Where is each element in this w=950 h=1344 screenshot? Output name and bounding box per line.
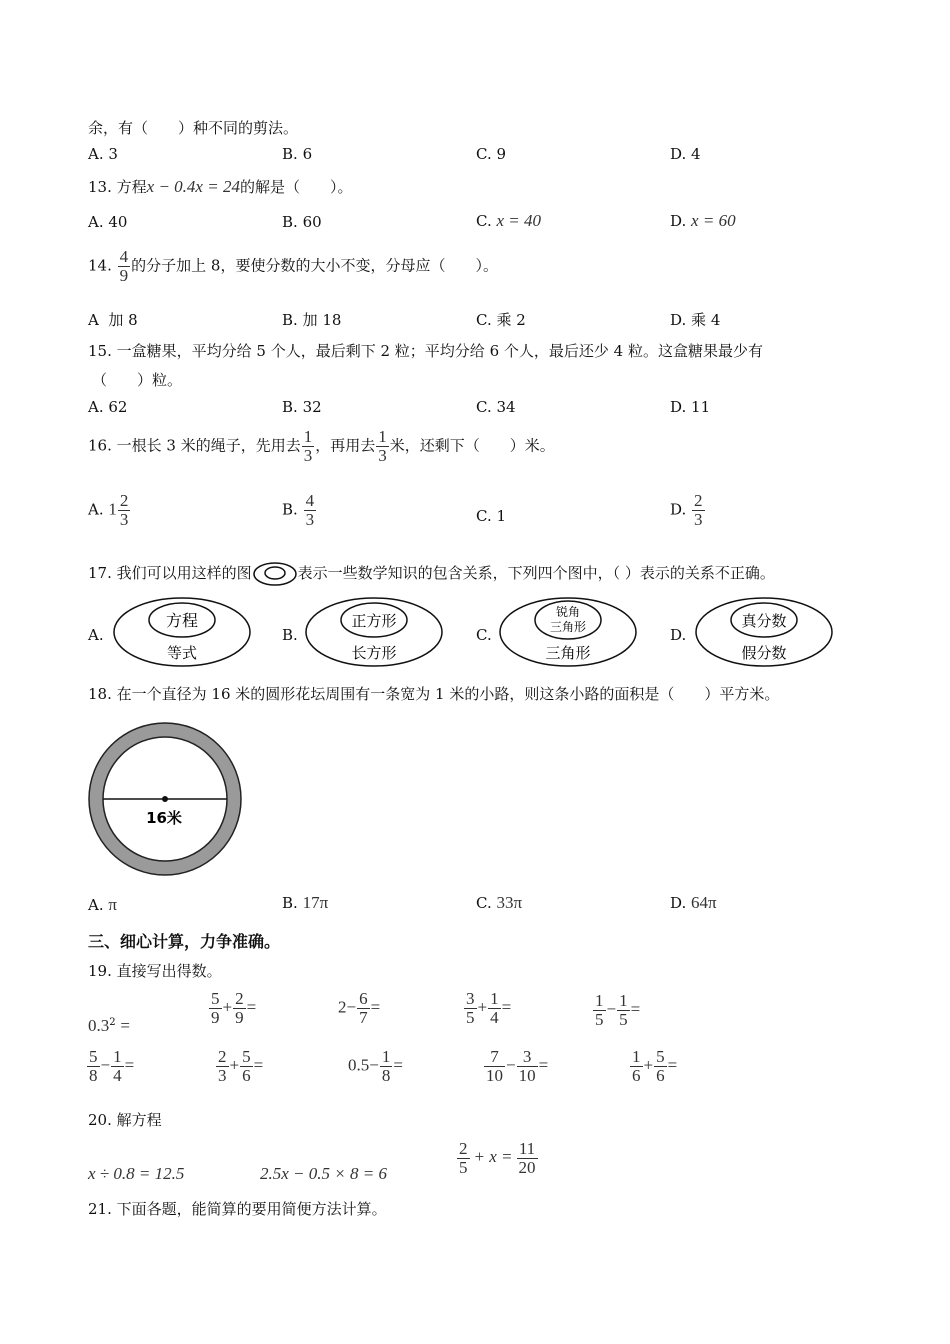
q16-option-a[interactable]: A. 1 $\frac{2}{3}$ (88, 491, 129, 529)
q17-diagram-a[interactable] (112, 596, 252, 668)
q19-stem: 19. 直接写出得数。 (88, 962, 222, 980)
q19-r1-e3: 2− $\frac{6}{7}$ = (338, 989, 381, 1027)
q14-option-c[interactable]: C. 乘 2 (476, 311, 526, 329)
q19-r2-e4: $\frac{7}{10}$ − $\frac{3}{10}$ = (486, 1047, 549, 1085)
q18-ring-diagram (88, 722, 244, 878)
q14-option-b[interactable]: B. 加 18 (282, 311, 342, 329)
q18-stem: 18. 在一个直径为 16 米的圆形花坛周围有一条宽为 1 米的小路，则这条小路的面积是（ ）平方米。 (88, 685, 780, 703)
q15-stem-line2: （ ）粒。 (92, 371, 183, 389)
q13-option-d[interactable]: D. x = 60 (670, 211, 736, 230)
q17-b-inner: 正方形 (351, 612, 397, 630)
q19-r2-e5: $\frac{1}{6}$ + $\frac{5}{6}$ = (632, 1047, 678, 1085)
q16-fraction-1: $\frac{1}{3}$ (303, 427, 313, 465)
q17-c-inner-2: 三角形 (549, 620, 587, 634)
q17-diagram-d[interactable] (694, 596, 834, 668)
q15-stem: 15. 一盒糖果，平均分给 5 个人，最后剩下 2 粒；平均分给 6 个人，最后还少 4 粒。这盒糖果最少有 (88, 342, 763, 360)
nested-oval-icon (252, 561, 298, 587)
q12-option-b[interactable]: B. 6 (282, 145, 313, 163)
q17-option-d-label[interactable]: D. (670, 626, 687, 644)
q16-option-c[interactable]: C. 1 (476, 507, 507, 525)
q19-r2-e1: $\frac{5}{8}$ − $\frac{1}{4}$ = (89, 1047, 135, 1085)
q17-diagram-c[interactable] (498, 596, 638, 668)
q13-equation: x − 0.4x = 24 (146, 177, 240, 196)
q18-diameter-label: 16米 (146, 809, 182, 827)
q19-r1-e1: $0.3^2$ = (88, 1016, 130, 1035)
q19-r1-e2: $\frac{5}{9}$ + $\frac{2}{9}$ = (211, 989, 257, 1027)
q15-option-d[interactable]: D. 11 (670, 398, 711, 416)
q14-stem: 14. $\frac{4}{9}$ 的分子加上 8，要使分数的大小不变，分母应（ ）。 (88, 247, 498, 285)
q20-stem: 20. 解方程 (88, 1111, 162, 1129)
q17-a-inner: 方程 (165, 611, 199, 630)
q19-r1-e4: $\frac{3}{5}$ + $\frac{1}{4}$ = (466, 989, 512, 1027)
q14-option-d[interactable]: D. 乘 4 (670, 311, 721, 329)
q18-option-d[interactable]: D. 64π (670, 893, 717, 912)
q14-fraction: $\frac{4}{9}$ (119, 247, 129, 285)
q20-equation-2: 2.5x − 0.5 × 8 = 6 (260, 1164, 387, 1183)
q17-a-outer: 等式 (166, 644, 198, 662)
q18-option-b[interactable]: B. 17π (282, 893, 329, 912)
section-3-title: 三、细心计算，力争准确。 (88, 932, 281, 951)
q17-stem: 17. 我们可以用这样的图 表示一些数学知识的包含关系，下列四个图中，（ ）表示的关系不正确。 (88, 561, 775, 587)
q19-r2-e2: $\frac{2}{3}$ + $\frac{5}{6}$ = (218, 1047, 264, 1085)
q12-option-d[interactable]: D. 4 (670, 145, 701, 163)
q13-option-a[interactable]: A. 40 (88, 213, 128, 231)
q12-option-c[interactable]: C. 9 (476, 145, 507, 163)
q17-option-c-label[interactable]: C. (476, 626, 492, 644)
q15-option-c[interactable]: C. 34 (476, 398, 516, 416)
q17-c-outer: 三角形 (545, 644, 591, 662)
q13-option-b[interactable]: B. 60 (282, 213, 322, 231)
q19-r1-e5: $\frac{1}{5}$ − $\frac{1}{5}$ = (595, 991, 641, 1029)
q12-continuation: 余，有（ ）种不同的剪法。 (88, 119, 299, 137)
q17-option-b-label[interactable]: B. (282, 626, 298, 644)
q16-stem: 16. 一根长 3 米的绳子，先用去 $\frac{1}{3}$ ，再用去 $\frac{1}{3}$ 米，还剩下（ ）米。 (88, 427, 555, 465)
q13-stem: 13. 方程x − 0.4x = 24的解是（ ）。 (88, 177, 353, 196)
q17-d-inner: 真分数 (741, 612, 787, 630)
q15-option-a[interactable]: A. 62 (88, 398, 128, 416)
q12-option-a[interactable]: A. 3 (88, 145, 118, 163)
q14-option-a[interactable]: A 加 8 (88, 311, 138, 329)
q20-equation-3: $\frac{2}{5}$ + x = $\frac{11}{20}$ (459, 1139, 536, 1177)
q17-option-a-label[interactable]: A. (88, 626, 104, 644)
q13-option-c[interactable]: C. x = 40 (476, 211, 542, 230)
q19-r2-e3: 0.5− $\frac{1}{8}$ = (348, 1047, 403, 1085)
q17-b-outer: 长方形 (351, 644, 397, 662)
q16-option-b[interactable]: B. $\frac{4}{3}$ (282, 491, 315, 529)
q17-d-outer: 假分数 (741, 644, 787, 662)
q16-fraction-2: $\frac{1}{3}$ (378, 427, 387, 465)
q18-option-c[interactable]: C. 33π (476, 893, 523, 912)
q20-equation-1: x ÷ 0.8 = 12.5 (88, 1164, 185, 1183)
q15-option-b[interactable]: B. 32 (282, 398, 322, 416)
q18-option-a[interactable]: A. π (88, 895, 117, 914)
q16-option-d[interactable]: D. $\frac{2}{3}$ (670, 491, 703, 529)
q21-stem: 21. 下面各题，能简算的要用简便方法计算。 (88, 1200, 387, 1218)
q17-c-inner-1: 锐角 (555, 605, 581, 619)
q17-diagram-b[interactable] (304, 596, 444, 668)
